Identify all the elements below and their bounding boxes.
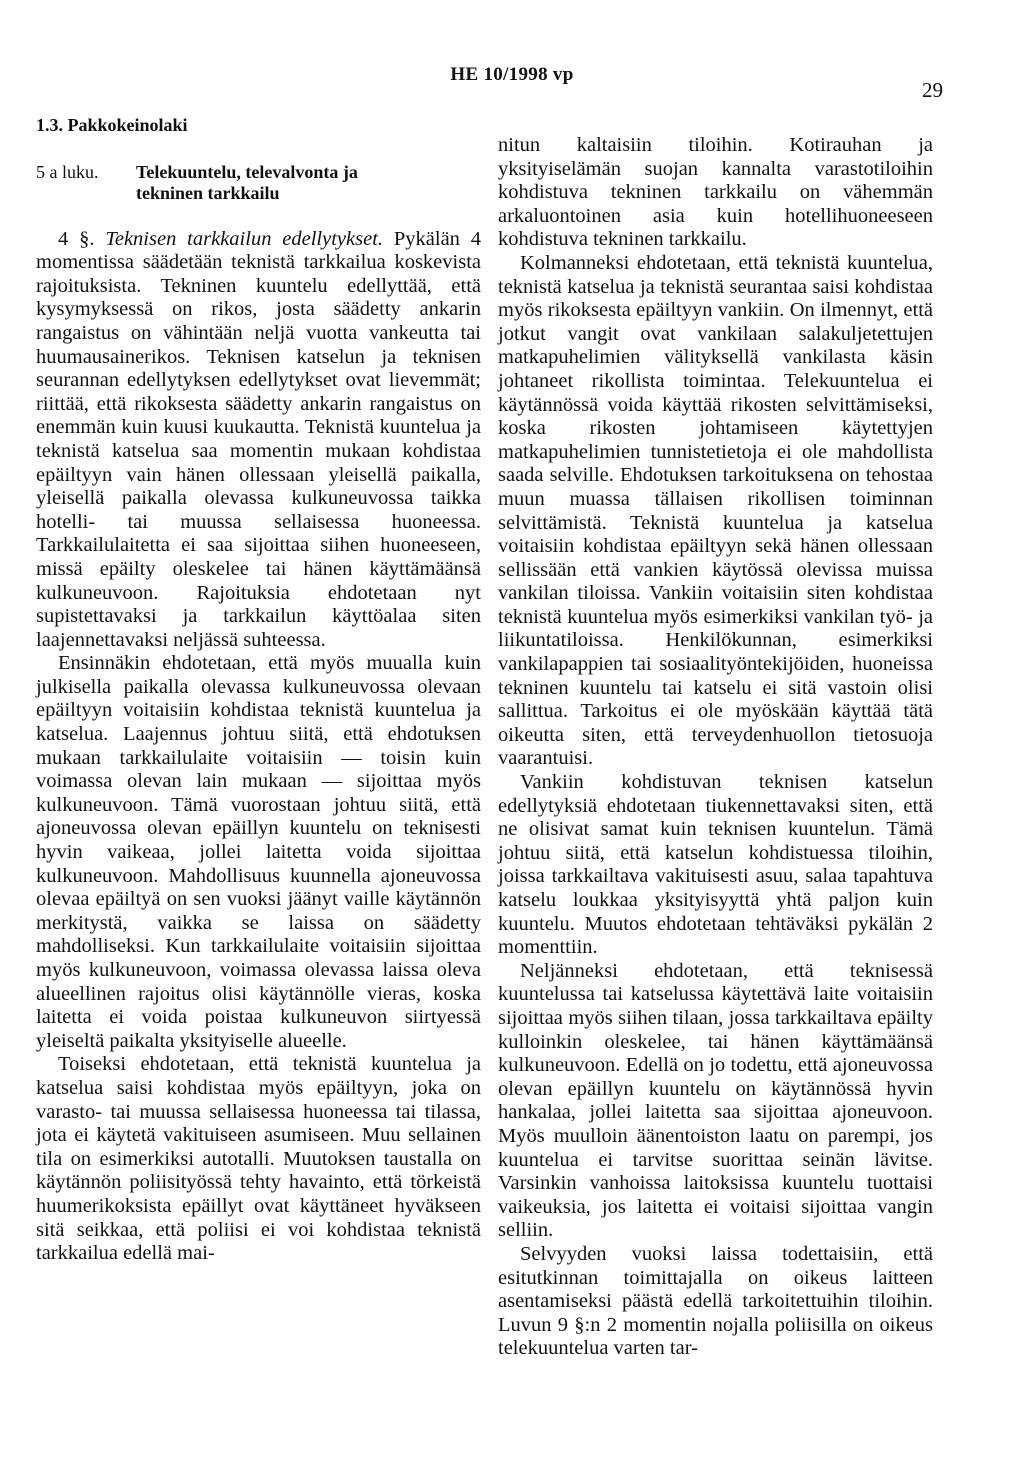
paragraph-text: Pykälän 4 momentissa säädetään teknistä tarkkailua koskevista rajoituksista. Tekninen kuuntelu edellyttää, että kysymyksessä on rikos, josta säädetty ankarin rangaistus on vähintään neljä vuotta vankeutta tai huumausainerikos. Teknisen katselun ja teknisen seurannan edellytyksen edellytykset ovat lievemmät; riittää, että rikoksesta säädetty ankarin rangaistus on enemmän kuin kuusi kuukautta. Teknistä kuuntelua ja teknistä katselua saa momentin mukaan kohdistaa epäiltyyn vain hänen ollessaan yleisellä paikalla, yleisellä paikalla olevassa kulkuneuvossa taikka hotelli- tai muussa sellaisessa huoneessa. Tarkkailulaitetta ei saa sijoittaa siihen huoneeseen, missä epäilty oleskelee tai hänen käyttämäänsä kulkuneuvoon. Rajoituksia ehdotetaan nyt supistettavaksi ja tarkkailun käyttöalaa siten laajennettavaksi neljässä suhteessa. <box>36 227 482 651</box>
paragraph: Neljänneksi ehdotetaan, että teknisessä kuuntelussa tai katselussa käytettävä laite voitaisiin sijoittaa myös siihen tilaan, jossa tarkkailtava epäilty kulloinkin oleskelee, tai hänen käyttämäänsä kulkuneuvoon. Edellä on jo todettu, että ajoneuvossa olevan epäillyn kuuntelu on käytännössä hyvin hankalaa, jollei laitetta saa sijoittaa ajoneuvoon. Myös muulloin äänentoiston laatu on parempi, jos kuuntelua ei tarvitse suorittaa seinän lävitse. Varsinkin vanhoissa laitoksissa kuuntelu tuottaisi vaikeuksia, jos laitetta ei voitaisi sijoittaa vangin selliin. <box>498 959 933 1242</box>
paragraph: nitun kaltaisiin tiloihin. Kotirauhan ja yksityiselämän suojan kannalta varastotiloihin kohdistuva tekninen tarkkailu on vähemmän arkaluontoinen asia kuin hotellihuoneeseen kohdistuva tekninen tarkkailu. <box>498 134 933 251</box>
paragraph: Selvyyden vuoksi laissa todettaisiin, että esitutkinnan toimittajalla on oikeus laitteen asentamiseksi päästä edellä tarkoitettuihin tiloihin. Luvun 9 §:n 2 momentin nojalla poliisilla on oikeus telekuuntelua varten tar- <box>498 1242 933 1360</box>
paragraph <box>36 228 481 653</box>
paragraph: Ensinnäkin ehdotetaan, että myös muualla kuin julkisella paikalla olevassa kulkuneuvossa olevaan epäiltyyn voitaisiin kohdistaa teknistä kuuntelua ja katselua. Laajennus johtuu siitä, että ehdotuksen mukaan tarkkailulaite voitaisiin — toisin kuin voimassa olevan lain mukaan — sijoittaa myös kulkuneuvoon. Tämä vuorostaan johtuu siitä, että ajoneuvossa olevan epäillyn kuuntelu on teknisesti hyvin vaikeaa, jollei laitetta voida sijoittaa kulkuneuvoon. Mahdollisuus kuunnella ajoneuvossa olevaa epäiltyä on sen vuoksi jäänyt vaille käytännön merkitystä, vaikka se laissa on säädetty mahdolliseksi. Kun tarkkailulaite voitaisiin sijoittaa myös kulkuneuvoon, voimassa olevassa laissa oleva alueellinen rajoitus olisi käytännölle vieras, koska laitetta ei voida poistaa kulkuneuvon siirtyessä yleiseltä paikalta yksityiselle alueelle. <box>36 652 481 1052</box>
page-number: 29 <box>922 78 943 102</box>
document-code: HE 10/1998 vp <box>450 64 574 85</box>
paragraph: Toiseksi ehdotetaan, että teknistä kuuntelua ja katselua saisi kohdistaa myös epäiltyyn, joka on varasto- tai muussa sellaisessa huoneessa tai tilassa, jota ei käytetä vakituiseen asumiseen. Muu sellainen tila on esimerkiksi autotalli. Muutoksen taustalla on käytännön poliisityössä tehty havainto, että törkeistä huumerikoksista epäillyt ovat käyttäneet hyväkseen sitä seikkaa, että poliisi ei voi kohdistaa teknistä tarkkailua edellä mai- <box>36 1053 481 1265</box>
section-mark: 4 §. <box>58 227 95 250</box>
section-title: Teknisen tarkkailun edellytykset. <box>105 227 384 250</box>
left-column <box>36 114 481 1266</box>
chapter-heading <box>36 162 481 204</box>
chapter-number: 5 a luku. <box>36 161 99 182</box>
section-heading: 1.3. Pakkokeinolaki <box>36 115 188 135</box>
chapter-title: Telekuuntelu, televalvonta ja tekninen tarkkailu <box>136 161 358 203</box>
paragraph: Vankiin kohdistuvan teknisen katselun edellytyksiä ehdotetaan tiukennettavaksi siten, että ne olisivat samat kuin teknisen kuuntelun. Tämä johtuu siitä, että katselun kohdistuessa tiloihin, joissa tarkkailtava vakituisesti asuu, salaa tapahtuva katselu loukkaa yksityisyyttä yhtä paljon kuin kuuntelu. Muutos ehdotetaan tehtäväksi pykälän 2 momenttiin. <box>498 771 933 959</box>
right-column <box>498 134 933 1361</box>
paragraph: Kolmanneksi ehdotetaan, että teknistä kuuntelua, teknistä katselua ja teknistä seurantaa saisi kohdistaa myös rikoksesta epäiltyyn vankiin. On ilmennyt, että jotkut vangit ovat vankilaan salakuljetettujen matkapuhelimien välityksellä vankilasta käsin johtaneet rikollista toimintaa. Telekuuntelua ei käytännössä voida käyttää rikosten selvittämiseksi, koska rikosten johtamiseen käytettyjen matkapuhelimien tunnistetietoja ei ole mahdollista saada selville. Ehdotuksen tarkoituksena on tehostaa muun muassa tällaisen rikollisen toiminnan selvittämistä. Teknistä kuuntelua ja katselua voitaisiin kohdistaa epäiltyyn sekä hänen ollessaan sellissään että vankien käytössä olevissa muissa vankilan tiloissa. Vankiin voitaisiin siten kohdistaa teknistä kuuntelua myös esimerkiksi vankilan työ- ja liikuntatiloissa. Henkilökunnan, esimerkiksi vankilapappien tai sosiaalityöntekijöiden, huoneissa tekninen kuuntelu tai katselu ei sitä vastoin olisi sallittua. Tarkoitus ei ole myöskään käyttää tätä oikeutta siten, että terveydenhuollon tietosuoja vaarantuisi. <box>498 251 933 770</box>
